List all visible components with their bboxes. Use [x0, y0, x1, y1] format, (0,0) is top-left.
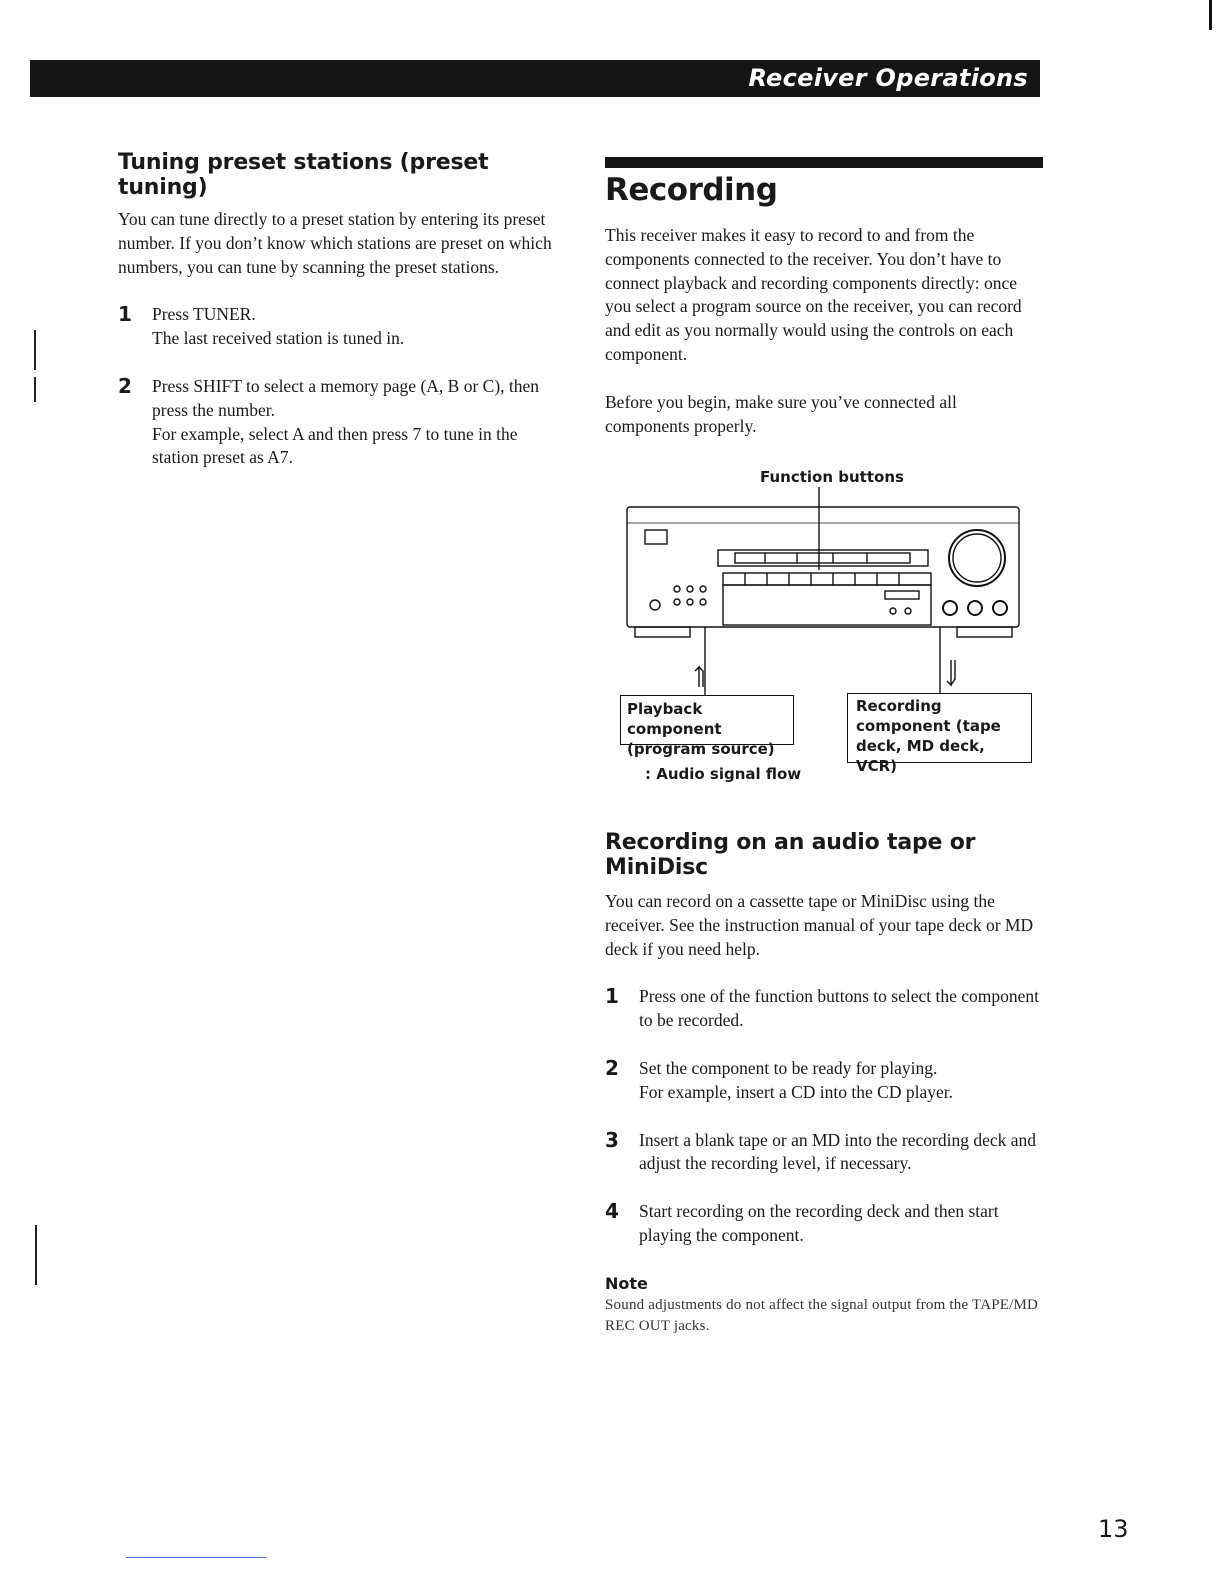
step-item [605, 985, 1045, 1033]
step-text: Set the component to be ready for playing. [639, 1057, 938, 1078]
step-item [605, 1129, 1045, 1177]
step-text: Press one of the function buttons to select the component to be recorded. [639, 986, 1039, 1031]
section-heading: Recording on an audio tape or MiniDisc [605, 830, 976, 880]
step-item [605, 1057, 1045, 1105]
page-number: 13 [1098, 1515, 1129, 1543]
recording-title: Recording [605, 172, 778, 208]
step-text: Start recording on the recording deck and then start playing the component. [639, 1201, 999, 1245]
audio-flow-legend: : Audio signal flow [645, 765, 802, 783]
recording-section [605, 157, 1043, 438]
step-detail: For example, insert a CD into the CD player. [639, 1081, 953, 1102]
recording-component-box: Recording component (tape deck, MD deck, VCR) [847, 693, 1032, 763]
section-header-band [30, 60, 1040, 97]
step-text: Insert a blank tape or an MD into the recording deck and adjust the recording level, if necessary. [639, 1129, 1037, 1174]
edge-mark [1209, 0, 1212, 30]
function-buttons-label: Function buttons [760, 468, 904, 486]
note-text: Sound adjustments do not affect the signal output from the TAPE/MD REC OUT jacks. [605, 1296, 1039, 1335]
heading-rule [605, 157, 1043, 168]
intro-paragraph: You can tune directly to a preset station by entering its preset number. If you don’t know which stations are preset on which numbers, you can tune by scanning the preset stations. [118, 209, 552, 277]
margin-mark [34, 330, 36, 370]
margin-mark [35, 1225, 37, 1285]
step-number: 2 [118, 373, 132, 398]
intro-paragraph: You can record on a cassette tape or MiniDisc using the receiver. See the instruction manual of your tape deck or MD deck if you need help. [605, 891, 1034, 959]
receiver-diagram [605, 465, 1043, 795]
bottom-rule [126, 1557, 267, 1558]
step-detail: The last received station is tuned in. [152, 328, 405, 349]
step-number: 1 [118, 302, 132, 327]
section-heading: Tuning preset stations (preset tuning) [118, 150, 489, 200]
note-block [605, 1274, 1045, 1338]
playback-component-box: Playback component (program source) [620, 695, 794, 745]
tape-recording-section [605, 830, 1045, 1338]
preset-tuning-section [118, 150, 558, 470]
before-paragraph: Before you begin, make sure you’ve connected all components properly. [605, 391, 957, 436]
step-text: Press TUNER. [152, 304, 256, 325]
step-text: Press SHIFT to select a memory page (A, B or C), then press the number. [152, 375, 540, 420]
step-item [118, 375, 558, 470]
step-item [605, 1200, 1045, 1248]
intro-paragraph: This receiver makes it easy to record to and from the components connected to the receiver. You don’t have to connect playback and recording components directly: once you select a program source on the receiver, you can record and edit as you normally would using the controls on each component. [605, 225, 1022, 364]
step-item [118, 303, 558, 351]
step-number: 3 [605, 1127, 619, 1152]
step-number: 1 [605, 984, 619, 1009]
section-title: Receiver Operations [748, 64, 1028, 92]
step-number: 2 [605, 1055, 619, 1080]
margin-mark [34, 377, 36, 402]
step-detail: For example, select A and then press 7 to tune in the station preset as A7. [152, 423, 518, 468]
step-number: 4 [605, 1199, 619, 1224]
note-heading: Note [605, 1273, 648, 1293]
